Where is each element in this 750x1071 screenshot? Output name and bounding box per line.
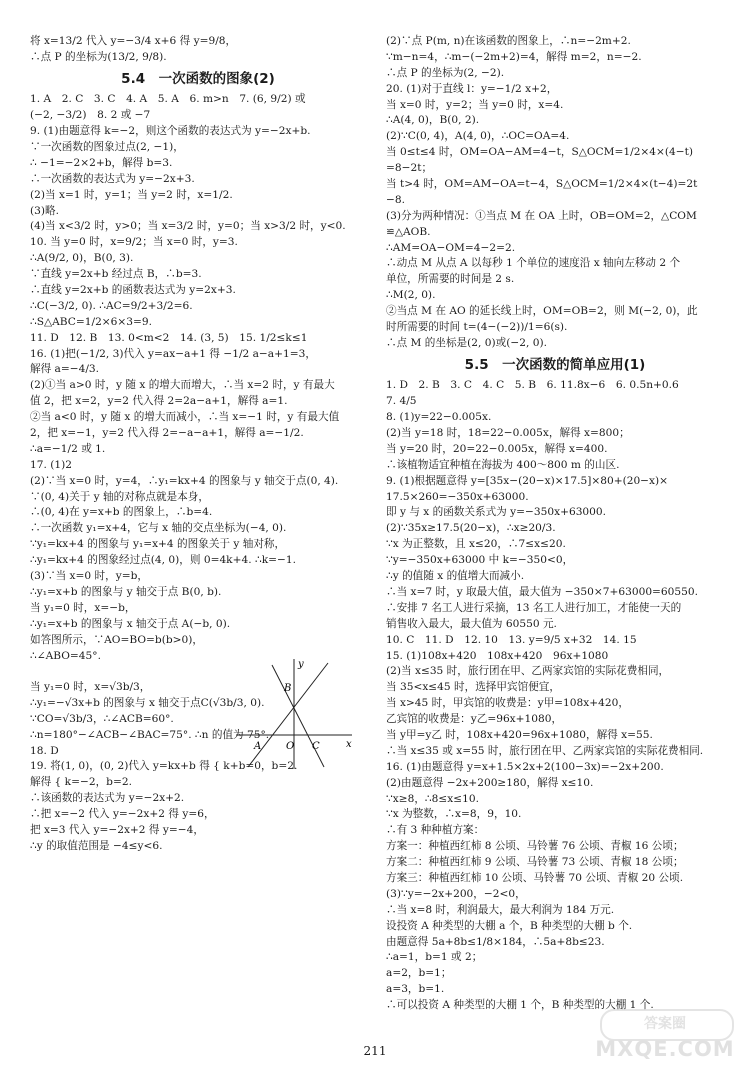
left-answer-line: 17. (1)2 xyxy=(30,458,72,471)
right-answer-line: (2)当 x≤35 时，旅行团在甲、乙两家宾馆的实际花费相同， xyxy=(386,665,670,678)
left-answer-line: ∴y₁=x+b 的图象与 x 轴交于点 A(−b, 0). xyxy=(30,617,231,630)
watermark-logo xyxy=(590,1009,740,1065)
right-answer-line: ∴点 P 的坐标为(2, −2). xyxy=(386,66,505,79)
right-answer-line: a=2，b=1； xyxy=(386,967,452,980)
left-answer-line: ∴该函数的表达式为 y=−2x+2. xyxy=(30,792,185,805)
left-answer-line: 9. (1)由题意得 k=−2，则这个函数的表达式为 y=−2x+b. xyxy=(30,125,311,138)
left-answer-line: 值 2，把 x=2，y=2 代入得 2=2a−a+1，解得 a=1. xyxy=(30,395,288,408)
left-answer-line: (−2, −3/2) 8. 2 或 −7 xyxy=(30,109,151,122)
right-answer-line: (3)∵y=−2x+200，−2<0， xyxy=(386,887,526,900)
left-answer-line: ∴把 x=−2 代入 y=−2x+2 得 y=6， xyxy=(30,808,215,821)
right-answer-line: =8−2t； xyxy=(386,162,433,175)
left-answer-line: ②当 a<0 时，y 随 x 的增大而减小，∴当 x=−1 时，y 有最大值 xyxy=(30,411,340,424)
right-answer-line: ∴A(4, 0)，B(0, 2). xyxy=(386,114,480,127)
right-answer-line: ∴y 的值随 x 的值增大而减小. xyxy=(386,570,525,583)
label-o: O xyxy=(286,741,295,752)
right-answer-line: 当 t>4 时，OM=AM−OA=t−4，S△OCM=1/2×4×(t−4)=2t xyxy=(386,178,698,191)
left-answer-line: 10. 当 y=0 时，x=9/2；当 x=0 时，y=3. xyxy=(30,236,238,249)
left-column xyxy=(30,34,366,1034)
right-answers-a xyxy=(386,34,724,352)
right-answers-b xyxy=(386,378,724,1014)
right-answer-line: 当 0≤t≤4 时，OM=OA−AM=4−t，S△OCM=1/2×4×(4−t) xyxy=(386,146,694,159)
right-answer-line: 乙宾馆的收费是：y乙=96x+1080， xyxy=(386,713,563,726)
left-answer-line: ∴ −1=−2×2+b，解得 b=3. xyxy=(30,156,173,169)
left-top-block xyxy=(30,34,366,66)
left-answer-line: ∴y₁=kx+4 的图象经过点(4, 0)，则 0=4k+4. ∴k=−1. xyxy=(30,554,296,567)
right-answer-line: 当 x=0 时，y=2；当 y=0 时，x=4. xyxy=(386,98,564,111)
left-answer-line: 2，把 x=−1，y=2 代入得 2=−a−a+1，解得 a=−1/2. xyxy=(30,427,304,440)
watermark-top-text: 答案圈 xyxy=(644,1016,686,1032)
right-answer-line: 设投资 A 种类型的大棚 a 个，B 种类型的大棚 b 个. xyxy=(386,919,633,932)
left-answer-line: 把 x=3 代入 y=−2x+2 得 y=−4， xyxy=(30,824,204,836)
right-answer-line: ∴当 x=8 时，利润最大，最大利润为 184 万元. xyxy=(386,903,615,916)
right-answer-line: 16. (1)由题意得 y=x+1.5×2x+2(100−3x)=−2x+200. xyxy=(386,760,664,773)
right-answer-line: ∴a=1，b=1 或 2； xyxy=(386,951,483,964)
right-answer-line: 时所需要的时间 t=(4−(−2))/1=6(s). xyxy=(386,321,568,334)
left-answer-line: ∴直线 y=2x+b 的函数表达式为 y=2x+3. xyxy=(30,284,236,297)
label-y: y xyxy=(298,659,304,670)
right-answer-line: ∴点 M 的坐标是(2, 0)或(−2, 0). xyxy=(386,336,547,349)
left-answer-line: (3)略. xyxy=(30,204,59,217)
right-answer-line: 15. (1)108x+420 108x+420 96x+1080 xyxy=(386,649,609,662)
left-answer-line: ∴(0, 4)在 y=x+b 的图象上，∴b=4. xyxy=(30,506,213,519)
right-answer-line: 17.5×260=−350x+63000. xyxy=(386,490,529,503)
left-answer-line: ∵一次函数的图象过点(2, −1)， xyxy=(30,141,184,153)
left-answer-line: ∴y₁=x+b 的图象与 y 轴交于点 B(0, b). xyxy=(30,585,222,598)
page-number: 211 xyxy=(363,1044,387,1058)
right-answer-line: 销售收入最大，最大值为 60550 元. xyxy=(386,617,557,630)
label-a: A xyxy=(254,741,262,752)
right-answer-line: ∵m−n=4，∴m−(−2m+2)=4，解得 m=2，n=−2. xyxy=(386,50,642,63)
right-column xyxy=(386,34,724,1034)
label-b: B xyxy=(284,683,292,694)
left-answer-line: (4)当 x<3/2 时，y>0；当 x=3/2 时，y=0；当 x>3/2 时，y<0. xyxy=(30,220,346,233)
left-answer-line: 11. D 12. B 13. 0<m<2 14. (3, 5) 15. 1/2≤k≤1 xyxy=(30,331,308,344)
left-answer-line: ∴S△ABC=1/2×6×3=9. xyxy=(30,315,153,328)
right-answer-line: ∵x≥8，∴8≤x≤10. xyxy=(386,792,479,805)
right-answer-line: ∴可以投资 A 种类型的大棚 1 个，B 种类型的大棚 1 个. xyxy=(386,999,654,1012)
right-answer-line: ∴当 x=7 时，y 取最大值，最大值为 −350×7+63000=60550. xyxy=(386,585,698,598)
right-answer-line: ∴M(2, 0). xyxy=(386,289,436,302)
right-answer-line: 20. (1)对于直线 l：y=−1/2 x+2， xyxy=(386,82,558,95)
right-answer-line: 方案二：种植西红柿 9 公顷、马铃薯 73 公顷、青椒 18 公顷； xyxy=(386,856,684,869)
left-answer-line: ∴n=180°−∠ACB−∠BAC=75°. ∴n 的值为 75°. xyxy=(30,728,270,741)
right-answer-line: ∴该植物适宜种植在海拔为 400～800 m 的山区. xyxy=(386,458,620,471)
right-answer-line: 10. C 11. D 12. 10 13. y=9/5 x+32 14. 15 xyxy=(386,633,637,646)
left-top-line: ∴点 P 的坐标为(13/2, 9/8). xyxy=(30,50,167,63)
right-answer-line: ≌△AOB. xyxy=(386,225,431,238)
left-answer-line: ∵直线 y=2x+b 经过点 B，∴b=3. xyxy=(30,268,202,281)
right-answer-line: 1. D 2. B 3. C 4. C 5. B 6. 11.8x−6 6. 0.5n+0.6 xyxy=(386,379,679,392)
left-answer-line: 解得 a=−4/3. xyxy=(30,363,100,376)
right-answer-line: 即 y 与 x 的函数关系式为 y=−350x+63000. xyxy=(386,506,607,519)
right-answer-line: 8. (1)y=22−0.005x. xyxy=(386,411,492,424)
left-answer-line: ∴一次函数的表达式为 y=−2x+3. xyxy=(30,172,195,185)
right-answer-line: (2)∵C(0, 4)，A(4, 0)，∴OC=OA=4. xyxy=(386,130,570,143)
left-answer-line: ∴∠ABO=45°. xyxy=(30,649,101,662)
right-answer-line: (2)由题意得 −2x+200≥180，解得 x≤10. xyxy=(386,776,594,789)
left-answer-line: (3)∵当 x=0 时，y=b， xyxy=(30,570,148,583)
right-answer-line: 当 y=20 时，20=22−0.005x，解得 x=400. xyxy=(386,442,608,455)
right-answer-line: ∴安排 7 名工人进行采摘，13 名工人进行加工，才能使一天的 xyxy=(386,601,682,614)
right-answer-line: ②当点 M 在 AO 的延长线上时，OM=OB=2，则 M(−2, 0)，此 xyxy=(386,305,698,318)
left-answer-line: 19. 将(1, 0)，(0, 2)代入 y=kx+b 得 { k+b=0，b=2. xyxy=(30,760,298,773)
left-answer-line: 解得 { k=−2，b=2. xyxy=(30,776,132,789)
right-answer-line: 单位，所需要的时间是 2 s. xyxy=(386,273,515,286)
left-answer-line: ∴A(9/2, 0)，B(0, 3). xyxy=(30,252,134,265)
label-c: C xyxy=(312,741,320,752)
right-answer-line: a=3，b=1. xyxy=(386,983,445,996)
left-top-line: 将 x=13/2 代入 y=−3/4 x+6 得 y=9/8， xyxy=(30,35,237,47)
left-answer-line: 当 y₁=0 时，x=−b， xyxy=(30,601,136,614)
left-answer-line: ∵y₁=kx+4 的图象与 y₁=x+4 的图象关于 y 轴对称， xyxy=(30,538,286,551)
left-answer-line: 1. A 2. C 3. C 4. A 5. A 6. m>n 7. (6, 9/2) 或 xyxy=(30,93,306,106)
left-answer-line: 如答图所示，∵AO=BO=b(b>0)， xyxy=(30,633,203,646)
right-answer-line: 当 y甲=y乙 时，108x+420=96x+1080，解得 x=55. xyxy=(386,728,653,741)
left-answer-line: ∴一次函数 y₁=x+4，它与 x 轴的交点坐标为(−4, 0). xyxy=(30,522,287,535)
left-answer-line: ∴C(−3/2, 0). ∴AC=9/2+3/2=6. xyxy=(30,299,193,312)
right-answer-line: ∵x 为正整数，且 x≤20，∴7≤x≤20. xyxy=(386,538,566,551)
right-answer-line: ∵x 为整数，∴x=8，9，10. xyxy=(386,808,522,821)
right-answer-line: ∵y=−350x+63000 中 k=−350<0， xyxy=(386,554,574,567)
right-answer-line: 方案三：种植西红柿 10 公顷、马铃薯 70 公顷、青椒 20 公顷. xyxy=(386,871,684,884)
right-answer-line: ∴当 x≤35 或 x=55 时，旅行团在甲、乙两家宾馆的实际花费相同. xyxy=(386,744,704,757)
right-answer-line: 当 35<x≤45 时，选择甲宾馆便宜， xyxy=(386,681,560,694)
left-answer-line: 16. (1)把(−1/2, 3)代入 y=ax−a+1 得 −1/2 a−a+1=3， xyxy=(30,347,316,360)
left-answer-line: (2)∵当 x=0 时，y=4，∴y₁=kx+4 的图象与 y 轴交于点(0, 4). xyxy=(30,474,339,487)
left-answer-line: ∵CO=√3b/3，∴∠ACB=60°. xyxy=(30,712,174,725)
right-answer-line: ∴有 3 种种植方案： xyxy=(386,824,485,837)
right-answer-line: ∴动点 M 从点 A 以每秒 1 个单位的速度沿 x 轴向左移动 2 个 xyxy=(386,257,681,270)
right-answer-line: (2)∵点 P(m, n)在该函数的图象上，∴n=−2m+2. xyxy=(386,35,631,47)
answer-figure xyxy=(232,655,356,773)
left-answer-line: ∴a=−1/2 或 1. xyxy=(30,442,106,455)
right-answer-line: 由题意得 5a+8b≤1/8×184，∴5a+8b≤23. xyxy=(386,935,605,948)
right-answer-line: 9. (1)根据题意得 y=[35x−(20−x)×17.5]×80+(20−x)× xyxy=(386,474,669,487)
left-answer-line: (2)当 x=1 时，y=1；当 y=2 时，x=1/2. xyxy=(30,188,233,201)
left-answer-line: ∴y 的取值范围是 −4≤y<6. xyxy=(30,839,163,852)
section-title-5-5: 5.5 一次函数的简单应用(1) xyxy=(464,356,646,373)
right-answer-line: (2)当 y=18 时，18=22−0.005x，解得 x=800； xyxy=(386,427,630,440)
left-answer-line: ∵(0, 4)关于 y 轴的对称点就是本身， xyxy=(30,490,209,503)
section-title-5-4: 5.4 一次函数的图象(2) xyxy=(121,70,275,87)
label-x: x xyxy=(346,739,352,750)
left-answer-line: (2)①当 a>0 时，y 随 x 的增大而增大，∴当 x=2 时，y 有最大 xyxy=(30,379,335,392)
left-answer-line: 当 y₁=0 时，x=√3b/3， xyxy=(30,680,151,693)
right-answer-line: 当 x>45 时，甲宾馆的收费是：y甲=108x+420， xyxy=(386,697,629,710)
right-answer-line: (3)分为两种情况：①当点 M 在 OA 上时，OB=OM=2，△COM xyxy=(386,209,697,222)
left-answer-line: ∴y₁=−√3x+b 的图象与 x 轴交于点C(√3b/3, 0). xyxy=(30,696,265,709)
left-answer-line: 18. D xyxy=(30,744,59,757)
right-answer-line: −8. xyxy=(386,193,405,206)
right-answer-line: 方案一：种植西红柿 8 公顷、马铃薯 76 公顷、青椒 16 公顷； xyxy=(386,840,684,853)
right-answer-line: (2)∵35x≥17.5(20−x)，∴x≥20/3. xyxy=(386,522,556,535)
watermark-url: MXQE.COM xyxy=(595,1036,735,1061)
right-answer-line: ∴AM=OA−OM=4−2=2. xyxy=(386,241,516,254)
right-answer-line: 7. 4/5 xyxy=(386,395,417,408)
